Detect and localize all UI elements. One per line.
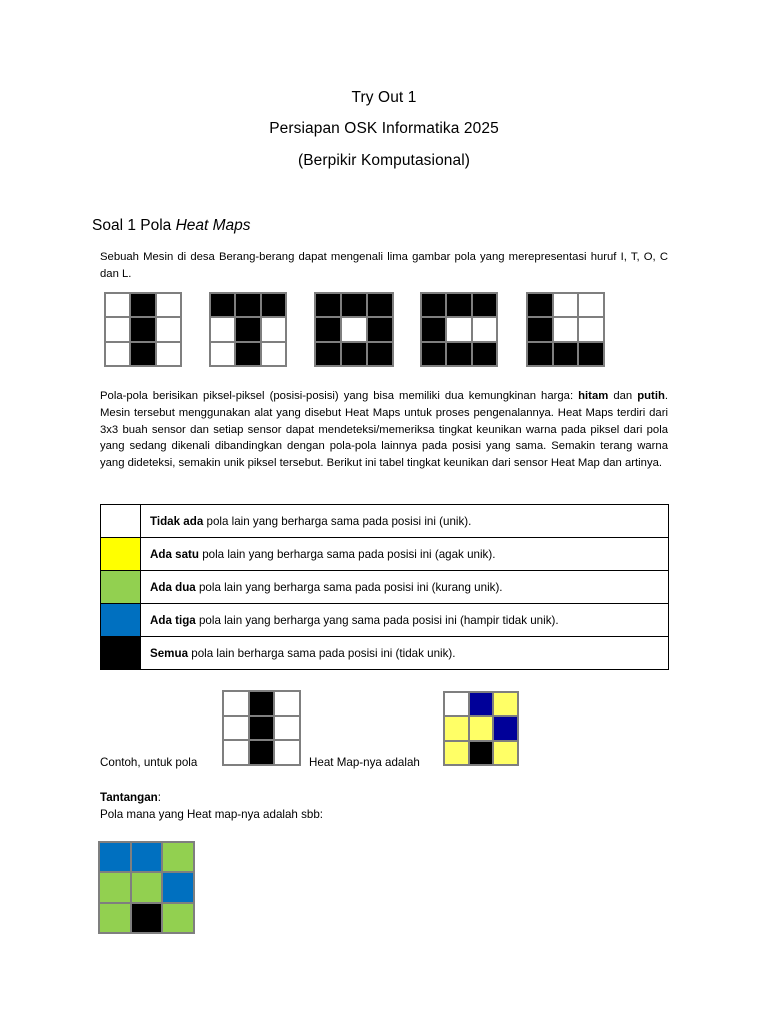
word-putih: putih xyxy=(637,390,665,402)
legend-rest-text: pola lain berharga sama pada posisi ini (tidak unik). xyxy=(188,646,456,660)
pattern-i-cell-white xyxy=(105,317,130,341)
example-text-after: Heat Map-nya adalah xyxy=(309,756,420,769)
challenge-label-text: Tantangan xyxy=(100,791,158,804)
example-pattern-cell-black xyxy=(249,691,275,716)
challenge-heatmap-cell-green xyxy=(99,903,131,933)
pattern-l-cell-white xyxy=(578,293,604,317)
challenge-question: Pola mana yang Heat map-nya adalah sbb: xyxy=(100,808,323,821)
challenge-heatmap-cell-green xyxy=(99,872,131,902)
example-heatmap-cell-light-yellow xyxy=(444,741,469,765)
pattern-t-cell-white xyxy=(210,342,235,366)
section-title-italic: Heat Maps xyxy=(175,217,251,234)
pattern-l-cell-black xyxy=(553,342,579,366)
example-pattern-cell-white xyxy=(223,740,249,765)
legend-swatch-color xyxy=(101,604,140,636)
pattern-t-cell-black xyxy=(235,342,260,366)
pattern-i-cell-black xyxy=(130,317,155,341)
legend-swatch xyxy=(101,571,141,604)
legend-row xyxy=(101,538,669,571)
pattern-c-cell-black xyxy=(446,293,471,317)
example-heatmap-cell-black xyxy=(469,741,494,765)
challenge-heatmap-cell-black xyxy=(131,903,163,933)
example-heatmap-cell-white xyxy=(444,692,469,716)
example-heatmap-cell-navy xyxy=(469,692,494,716)
pattern-c-cell-white xyxy=(446,317,471,341)
legend-swatch xyxy=(101,538,141,571)
pattern-l-cell-black xyxy=(527,317,553,341)
pattern-o-grid xyxy=(314,292,394,367)
challenge-colon: : xyxy=(157,791,161,804)
pattern-l-grid xyxy=(526,292,605,367)
legend-swatch-color xyxy=(101,505,140,537)
legend-description xyxy=(141,571,669,604)
legend-description xyxy=(141,505,669,538)
pattern-i-cell-white xyxy=(105,342,130,366)
pattern-o-cell-black xyxy=(341,342,367,366)
pattern-l-cell-black xyxy=(527,342,553,366)
pattern-i-cell-white xyxy=(156,293,181,317)
challenge-heatmap-cell-green xyxy=(162,842,194,872)
legend-keyword: Semua xyxy=(150,646,189,660)
word-hitam: hitam xyxy=(578,390,609,402)
legend-rest-text: pola lain yang berharga sama pada posisi ini (kurang unik). xyxy=(195,580,503,594)
pattern-c-cell-black xyxy=(472,342,497,366)
example-pattern-grid xyxy=(222,690,301,766)
pattern-o-cell-black xyxy=(315,293,341,317)
legend-swatch-color xyxy=(101,571,140,603)
intro-paragraph: Sebuah Mesin di desa Berang-berang dapat mengenali lima gambar pola yang merepresentasi huruf I, T, O, C dan L. xyxy=(100,251,668,280)
legend-keyword: Ada satu xyxy=(150,547,199,561)
pattern-o-cell-black xyxy=(315,342,341,366)
pattern-o-cell-black xyxy=(315,317,341,341)
example-heatmap-grid xyxy=(443,691,519,766)
pattern-o-cell-black xyxy=(341,293,367,317)
example-pattern-cell-white xyxy=(223,691,249,716)
description-dan: dan xyxy=(608,390,638,402)
example-heatmap-cell-navy xyxy=(493,716,518,740)
challenge-heatmap-cell-blue xyxy=(162,872,194,902)
legend-swatch-color xyxy=(101,637,140,669)
legend-swatch xyxy=(101,604,141,637)
example-text-before: Contoh, untuk pola xyxy=(100,756,198,769)
pattern-o-cell-black xyxy=(367,342,393,366)
pattern-c-cell-black xyxy=(446,342,471,366)
example-pattern-cell-white xyxy=(274,691,300,716)
pattern-t-cell-white xyxy=(261,317,286,341)
pattern-c-cell-black xyxy=(472,293,497,317)
challenge-heatmap-grid xyxy=(98,841,195,934)
challenge-label xyxy=(100,791,161,804)
pattern-t-cell-black xyxy=(210,293,235,317)
pattern-l-cell-white xyxy=(578,317,604,341)
legend-swatch xyxy=(101,505,141,538)
description-paragraph xyxy=(100,388,668,472)
legend-rest-text: pola lain yang berharga sama pada posisi ini (unik). xyxy=(203,514,472,528)
legend-keyword: Ada tiga xyxy=(150,613,196,627)
pattern-o-cell-black xyxy=(367,293,393,317)
pattern-o-cell-white xyxy=(341,317,367,341)
legend-description xyxy=(141,637,669,670)
pattern-i-cell-white xyxy=(156,342,181,366)
example-heatmap-cell-light-yellow xyxy=(493,741,518,765)
legend-row xyxy=(101,505,669,538)
legend-rest-text: pola lain yang berharga yang sama pada posisi ini (hampir tidak unik). xyxy=(195,613,559,627)
example-pattern-cell-white xyxy=(274,716,300,741)
example-heatmap-cell-light-yellow xyxy=(493,692,518,716)
example-heatmap-cell-light-yellow xyxy=(444,716,469,740)
example-pattern-cell-white xyxy=(223,716,249,741)
pattern-i-cell-white xyxy=(156,317,181,341)
pattern-c-cell-black xyxy=(421,293,446,317)
example-pattern-cell-black xyxy=(249,740,275,765)
pattern-c-grid xyxy=(420,292,498,367)
legend-row xyxy=(101,637,669,670)
example-heatmap-cell-light-yellow xyxy=(469,716,494,740)
section-title-prefix: Soal 1 Pola xyxy=(92,217,176,234)
legend-keyword: Ada dua xyxy=(150,580,196,594)
legend-row xyxy=(101,571,669,604)
challenge-heatmap-cell-green xyxy=(131,872,163,902)
pattern-c-cell-black xyxy=(421,317,446,341)
pattern-i-grid xyxy=(104,292,182,367)
description-part2: . Mesin tersebut menggunakan alat yang disebut Heat Maps untuk proses pengenalannya. Heat Maps terdiri dari 3x3 buah sensor dan setiap sensor dapat mendeteksi/memeriksa tingkat keunikan warna pada piksel dari pola yang sedang dikenali dibandingkan dengan pola-pola lainnya pada posisi yang sama. Semakin terang warna yang dideteksi, semakin unik piksel tersebut. Berikut ini tabel tingkat keunikan dari sensor Heat Map dan artinya. xyxy=(100,390,668,470)
pattern-t-cell-black xyxy=(235,317,260,341)
pattern-c-cell-black xyxy=(421,342,446,366)
legend-description xyxy=(141,604,669,637)
section-title xyxy=(92,217,251,235)
pattern-i-cell-black xyxy=(130,342,155,366)
pattern-t-grid xyxy=(209,292,287,367)
example-pattern-cell-white xyxy=(274,740,300,765)
legend-row xyxy=(101,604,669,637)
legend-table xyxy=(100,504,669,670)
legend-keyword: Tidak ada xyxy=(150,514,204,528)
doc-title: Try Out 1 xyxy=(351,89,417,106)
challenge-heatmap-cell-blue xyxy=(131,842,163,872)
legend-description xyxy=(141,538,669,571)
doc-subtitle: Persiapan OSK Informatika 2025 xyxy=(269,120,499,137)
doc-topic: (Berpikir Komputasional) xyxy=(297,152,471,169)
pattern-c-cell-white xyxy=(472,317,497,341)
pattern-l-cell-black xyxy=(527,293,553,317)
pattern-i-cell-black xyxy=(130,293,155,317)
pattern-i-cell-white xyxy=(105,293,130,317)
pattern-l-cell-white xyxy=(553,317,579,341)
pattern-t-cell-black xyxy=(235,293,260,317)
challenge-heatmap-cell-green xyxy=(162,903,194,933)
pattern-t-cell-black xyxy=(261,293,286,317)
legend-swatch-color xyxy=(101,538,140,570)
description-part1: Pola-pola berisikan piksel-piksel (posisi-posisi) yang bisa memiliki dua kemungkinan harga: xyxy=(100,390,579,402)
example-pattern-cell-black xyxy=(249,716,275,741)
pattern-t-cell-white xyxy=(210,317,235,341)
pattern-t-cell-white xyxy=(261,342,286,366)
pattern-l-cell-white xyxy=(553,293,579,317)
legend-rest-text: pola lain yang berharga sama pada posisi ini (agak unik). xyxy=(198,547,496,561)
pattern-l-cell-black xyxy=(578,342,604,366)
pattern-o-cell-black xyxy=(367,317,393,341)
challenge-heatmap-cell-blue xyxy=(99,842,131,872)
legend-swatch xyxy=(101,637,141,670)
